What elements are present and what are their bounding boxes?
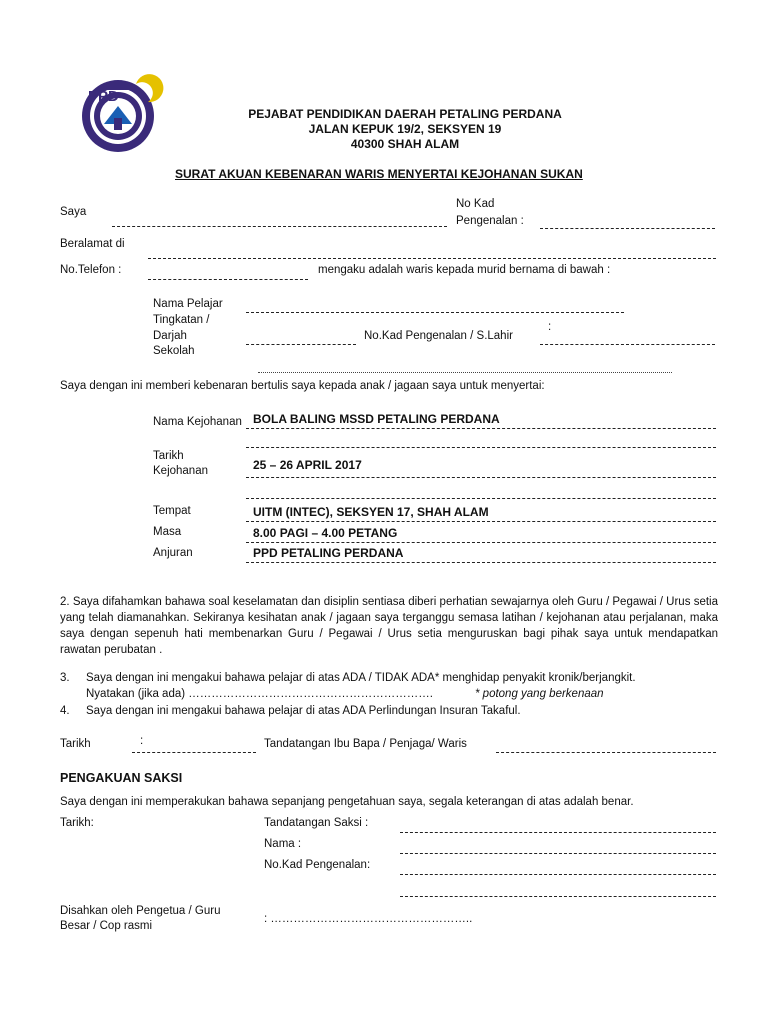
no-kad-label-2: Pengenalan : — [456, 215, 524, 227]
tarikh-line — [132, 752, 256, 753]
saya-label: Saya — [60, 206, 87, 218]
clause-3-nyatakan: Nyatakan (jika ada) ………………………………………………………. — [86, 688, 433, 700]
tempat-line — [246, 521, 716, 522]
office-street: JALAN KEPUK 19/2, SEKSYEN 19 — [308, 122, 502, 136]
tarikh-line-1 — [246, 477, 716, 478]
telefon-label: No.Telefon : — [60, 264, 122, 276]
witness-tandatangan-label: Tandatangan Saksi : — [264, 817, 369, 829]
tingkatan-label: Tingkatan / — [153, 314, 210, 326]
ic-colon: : — [548, 321, 552, 333]
kejohanan-line-1 — [246, 428, 716, 429]
masa-line — [246, 542, 716, 543]
office-name: PEJABAT PENDIDIKAN DAERAH PETALING PERDANA — [248, 107, 562, 121]
clause-2: 2. Saya difahamkan bahawa soal keselamatan dan disiplin sentiasa diberi perhatian sewajarnya oleh Guru / Pegawai / Urus setia yang telah diamanahkan. Sekiranya kesihatan anak / jagaan saya terganggu semasa latihan / kejohanan atau perjalanan, maka saya dengan sepenuh hati membenarkan Guru / Pegawai / Urus setia menguruskan bagi pihak saya untuk mendapatkan rawatan perubatan . — [60, 596, 718, 656]
kejohanan-value: BOLA BALING MSSD PETALING PERDANA — [253, 412, 500, 426]
witness-ic-line-2 — [400, 896, 716, 897]
tarikh-kejohanan-label-2: Kejohanan — [153, 465, 208, 477]
cop-line: : …………………………………………….. — [264, 913, 473, 925]
witness-ic-line-1 — [400, 874, 716, 875]
clause-3-text: Saya dengan ini mengakui bahawa pelajar di atas ADA / TIDAK ADA* menghidap penyakit kronik/berjangkit. — [86, 672, 636, 684]
tarikh-kejohanan-label-1: Tarikh — [153, 450, 184, 462]
clause-4-number: 4. — [60, 705, 70, 717]
anjuran-label: Anjuran — [153, 547, 193, 559]
witness-nama-line — [400, 853, 716, 854]
tarikh-label: Tarikh — [60, 738, 91, 750]
sekolah-line — [258, 372, 672, 373]
anjuran-value: PPD PETALING PERDANA — [253, 546, 404, 560]
tarikh-kejohanan-value: 25 – 26 APRIL 2017 — [253, 458, 362, 472]
tarikh-colon: : — [140, 735, 144, 747]
ic-label: No.Kad Pengenalan / S.Lahir — [364, 330, 513, 342]
no-kad-label-1: No Kad — [456, 198, 495, 210]
beralamat-label: Beralamat di — [60, 238, 125, 250]
witness-statement: Saya dengan ini memperakukan bahawa sepanjang pengetahuan saya, segala keterangan di atas adalah benar. — [60, 796, 634, 808]
form-title: SURAT AKUAN KEBENARAN WARIS MENYERTAI KEJOHANAN SUKAN — [175, 167, 583, 181]
masa-value: 8.00 PAGI – 4.00 PETANG — [253, 526, 398, 540]
tingkatan-line — [246, 344, 356, 345]
nama-pelajar-line — [246, 312, 624, 313]
kejohanan-label: Nama Kejohanan — [153, 416, 242, 428]
witness-nama-label: Nama : — [264, 838, 302, 850]
disahkan-label-1: Disahkan oleh Pengetua / Guru — [60, 905, 221, 917]
tempat-label: Tempat — [153, 505, 191, 517]
clause-3-note: * potong yang berkenaan — [475, 688, 604, 700]
ic-line — [540, 344, 715, 345]
tempat-value: UITM (INTEC), SEKSYEN 17, SHAH ALAM — [253, 505, 489, 519]
masa-label: Masa — [153, 526, 182, 538]
alamat-line — [148, 258, 716, 259]
tarikh-line-2 — [246, 498, 716, 499]
clause-3-number: 3. — [60, 672, 70, 684]
saya-line — [112, 226, 447, 227]
witness-title: PENGAKUAN SAKSI — [60, 771, 183, 785]
nama-pelajar-label: Nama Pelajar — [153, 298, 223, 310]
office-city: 40300 SHAH ALAM — [350, 137, 460, 151]
witness-tandatangan-line — [400, 832, 716, 833]
telefon-line — [148, 279, 308, 280]
witness-ic-label: No.Kad Pengenalan: — [264, 859, 371, 871]
witness-tarikh-label: Tarikh: — [60, 817, 94, 829]
darjah-label: Darjah — [153, 330, 187, 342]
anjuran-line — [246, 562, 716, 563]
logo-text: PPD — [88, 88, 119, 105]
tandatangan-waris-line — [496, 752, 716, 753]
kejohanan-line-2 — [246, 447, 716, 448]
clause-4-text: Saya dengan ini mengakui bahawa pelajar di atas ADA Perlindungan Insuran Takaful. — [86, 705, 521, 717]
mengaku-text: mengaku adalah waris kepada murid bernama di bawah : — [318, 264, 611, 276]
no-kad-line — [540, 228, 715, 229]
disahkan-label-2: Besar / Cop rasmi — [60, 920, 153, 932]
tandatangan-waris-label: Tandatangan Ibu Bapa / Penjaga/ Waris — [264, 738, 467, 750]
sekolah-label: Sekolah — [153, 345, 195, 357]
permission-intro: Saya dengan ini memberi kebenaran bertulis saya kepada anak / jagaan saya untuk menyertai: — [60, 380, 545, 392]
